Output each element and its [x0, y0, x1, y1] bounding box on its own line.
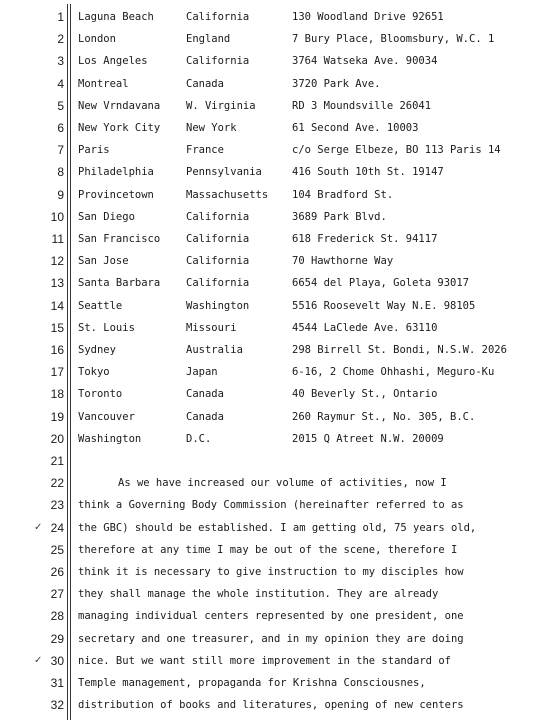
region-cell: Canada: [186, 388, 224, 401]
line-number: 18: [50, 387, 64, 402]
region-cell: California: [186, 55, 250, 68]
line-number: 15: [50, 320, 64, 335]
paragraph-text: managing individual centers represented by one president, one: [78, 610, 464, 623]
region-cell: W. Virginia: [186, 99, 256, 112]
address-cell: 6654 del Playa, Goleta 93017: [292, 277, 470, 290]
paragraph-text: distribution of books and literatures, opening of new centers: [78, 699, 464, 712]
paragraph-text: Temple management, propaganda for Krishna Consciousnes,: [78, 677, 426, 689]
address-row: [0, 161, 534, 183]
line-number: 23: [50, 498, 64, 513]
region-cell: Japan: [186, 366, 218, 379]
address-row: [0, 184, 534, 206]
address-cell: 40 Beverly St., Ontario: [292, 388, 438, 401]
paragraph-text: they shall manage the whole institution. They are already: [78, 588, 439, 601]
city-cell: Toronto: [78, 388, 123, 401]
city-cell: Los Angeles: [78, 55, 148, 68]
city-cell: Tokyo: [78, 366, 110, 379]
line-number: 28: [50, 609, 64, 624]
line-number: 29: [50, 631, 64, 646]
address-row: [0, 295, 534, 317]
address-row: [0, 117, 534, 139]
line-number: 4: [57, 76, 64, 91]
region-cell: Missouri: [186, 321, 237, 334]
city-cell: San Diego: [78, 210, 135, 223]
address-row: [0, 73, 534, 95]
city-cell: Paris: [78, 144, 110, 157]
paragraph-line: [0, 650, 534, 672]
paragraph-line: [0, 472, 534, 494]
city-cell: Laguna Beach: [78, 11, 154, 23]
region-cell: Canada: [186, 77, 224, 90]
line-number: 7: [57, 143, 64, 158]
address-cell: RD 3 Moundsville 26041: [292, 99, 432, 112]
address-row: [0, 206, 534, 228]
address-cell: 260 Raymur St., No. 305, B.C.: [292, 410, 476, 423]
region-cell: New York: [186, 122, 237, 134]
region-cell: France: [186, 144, 224, 157]
paragraph-line: [0, 494, 534, 516]
address-row: [0, 406, 534, 428]
paragraph-line: [0, 561, 534, 583]
paragraph-text: the GBC) should be established. I am getting old, 75 years old,: [78, 521, 477, 534]
paragraph-text: think a Governing Body Commission (hereinafter referred to as: [78, 499, 464, 512]
city-cell: Seattle: [78, 299, 123, 312]
address-cell: 70 Hawthorne Way: [292, 255, 394, 268]
address-cell: 3764 Watseka Ave. 90034: [292, 55, 438, 68]
region-cell: D.C.: [186, 432, 212, 445]
paragraph-line: [0, 694, 534, 716]
region-cell: Australia: [186, 344, 243, 356]
line-number: 10: [50, 209, 64, 224]
line-number: 3: [57, 54, 64, 69]
address-cell: 618 Frederick St. 94117: [292, 233, 438, 245]
line-number: 12: [50, 254, 64, 269]
address-cell: 5516 Roosevelt Way N.E. 98105: [292, 299, 476, 312]
margin-tick-mark: ✓: [34, 654, 43, 666]
paragraph-line: [0, 583, 534, 605]
region-cell: California: [186, 210, 250, 223]
city-cell: Washington: [78, 432, 142, 445]
address-cell: 104 Bradford St.: [292, 188, 394, 201]
city-cell: San Jose: [78, 255, 129, 268]
paragraph-line: [0, 628, 534, 650]
line-number: 5: [57, 98, 64, 113]
city-cell: New York City: [78, 122, 161, 134]
city-cell: San Francisco: [78, 233, 161, 245]
line-number: 19: [50, 409, 64, 424]
region-cell: California: [186, 255, 250, 268]
address-row: [0, 28, 534, 50]
address-cell: 6-16, 2 Chome Ohhashi, Meguro-Ku: [292, 366, 495, 379]
line-number: 20: [50, 431, 64, 446]
address-row: [0, 317, 534, 339]
line-number: 27: [50, 587, 64, 602]
line-number: 8: [57, 165, 64, 180]
line-number: 26: [50, 565, 64, 579]
line-number: 9: [57, 187, 64, 202]
line-number: 22: [50, 476, 64, 491]
paragraph-text: therefore at any time I may be out of the scene, therefore I: [78, 543, 458, 556]
address-cell: 3720 Park Ave.: [292, 77, 381, 90]
paragraph-line: [0, 672, 534, 694]
line-number: 14: [50, 298, 64, 313]
line-number: 2: [57, 32, 64, 47]
city-cell: Philadelphia: [78, 166, 154, 179]
address-cell: 130 Woodland Drive 92651: [292, 11, 444, 23]
line-number: 6: [57, 121, 64, 135]
region-cell: Canada: [186, 410, 224, 423]
city-cell: New Vrndavana: [78, 99, 161, 112]
address-row: [0, 272, 534, 294]
paragraph-line: [0, 605, 534, 627]
region-cell: Massachusetts: [186, 188, 269, 201]
address-row: [0, 361, 534, 383]
paragraph-text: As we have increased our volume of activities, now I: [118, 477, 447, 490]
address-cell: 2015 Q Atreet N.W. 20009: [292, 432, 444, 445]
paragraph-text: nice. But we want still more improvement in the standard of: [78, 654, 451, 667]
address-cell: 3689 Park Blvd.: [292, 210, 387, 223]
paragraph-text: think it is necessary to give instruction to my disciples how: [78, 566, 464, 578]
address-row: [0, 139, 534, 161]
address-row: [0, 250, 534, 272]
region-cell: England: [186, 33, 231, 46]
address-row: [0, 383, 534, 405]
line-number: 11: [51, 232, 64, 246]
line-number: 16: [50, 343, 64, 357]
address-cell: 61 Second Ave. 10003: [292, 122, 419, 134]
paragraph-line: [0, 517, 534, 539]
line-number: 25: [50, 542, 64, 557]
address-row: [0, 6, 534, 28]
region-cell: California: [186, 277, 250, 290]
address-row: [0, 428, 534, 450]
line-number: 32: [50, 698, 64, 713]
paragraph-text: secretary and one treasurer, and in my opinion they are doing: [78, 632, 464, 645]
line-number: 31: [50, 676, 64, 690]
city-cell: Santa Barbara: [78, 277, 161, 290]
address-cell: 416 South 10th St. 19147: [292, 166, 444, 179]
line-number: 30: [50, 653, 64, 668]
paragraph-line: [0, 539, 534, 561]
address-row: [0, 339, 534, 361]
address-cell: 298 Birrell St. Bondi, N.S.W. 2026: [292, 344, 507, 356]
city-cell: Montreal: [78, 77, 129, 90]
address-cell: 4544 LaClede Ave. 63110: [292, 321, 438, 334]
address-cell: c/o Serge Elbeze, BO 113 Paris 14: [292, 144, 501, 157]
address-row: [0, 228, 534, 250]
line-number: 17: [50, 365, 64, 380]
region-cell: Pennsylvania: [186, 166, 262, 179]
line-number: 21: [50, 454, 64, 468]
line-number: 13: [50, 276, 64, 291]
paragraph-line: [0, 450, 534, 472]
address-row: [0, 50, 534, 72]
margin-tick-mark: ✓: [34, 521, 43, 533]
city-cell: Provincetown: [78, 188, 154, 201]
region-cell: California: [186, 233, 250, 245]
city-cell: Sydney: [78, 344, 116, 356]
city-cell: Vancouver: [78, 410, 135, 423]
region-cell: California: [186, 11, 250, 23]
address-row: [0, 95, 534, 117]
line-number: 1: [57, 10, 64, 24]
city-cell: St. Louis: [78, 321, 135, 334]
city-cell: London: [78, 33, 116, 46]
line-number: 24: [50, 520, 64, 535]
region-cell: Washington: [186, 299, 250, 312]
address-cell: 7 Bury Place, Bloomsbury, W.C. 1: [292, 33, 495, 46]
